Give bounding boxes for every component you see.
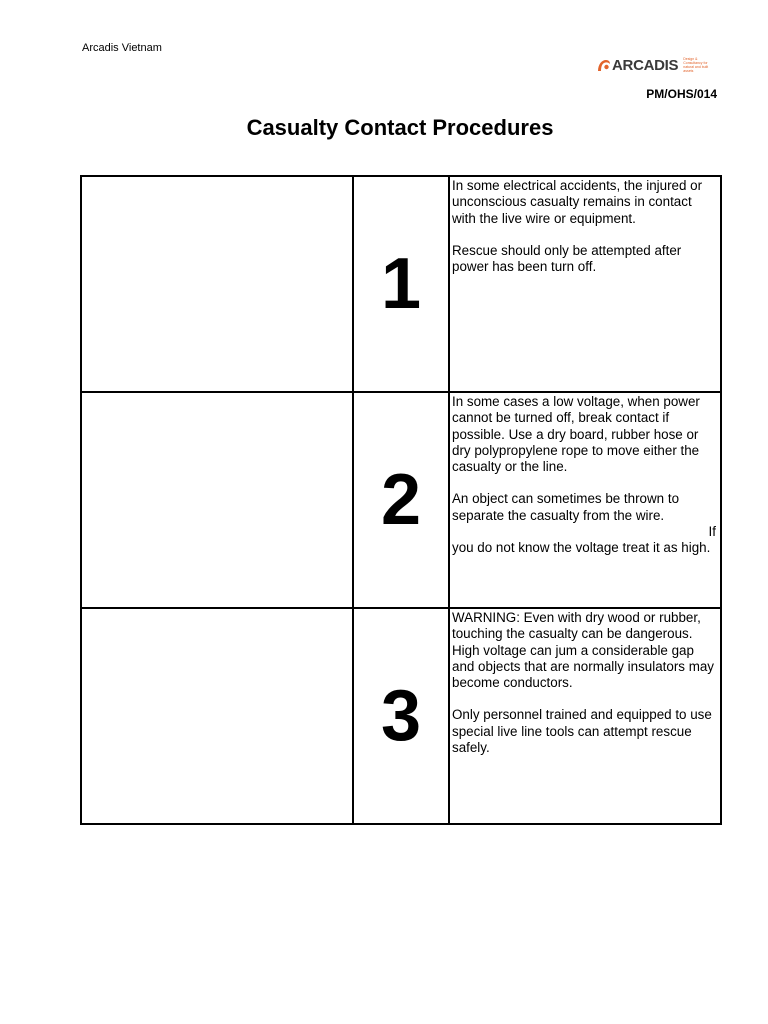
paragraph: Only personnel trained and equipped to use special live line tools can attempt rescue safely. — [452, 707, 712, 756]
paragraph-fragment: If — [708, 524, 716, 540]
step-number: 1 — [353, 176, 449, 392]
table-row — [81, 176, 721, 392]
logo-tagline: Design & Consultancy for natural and built assets — [683, 57, 709, 73]
image-placeholder-cell — [81, 176, 353, 392]
image-placeholder-cell — [81, 392, 353, 608]
page-title: Casualty Contact Procedures — [246, 115, 554, 140]
table-row — [81, 608, 721, 824]
arcadis-logo — [597, 56, 717, 74]
paragraph: In some electrical accidents, the injured or unconscious casualty remains in contact with the live wire or equipment. — [452, 178, 703, 226]
paragraph: Rescue should only be attempted after power has been turn off. — [452, 242, 682, 275]
step-number: 3 — [353, 608, 449, 824]
arcadis-logo-icon — [597, 58, 611, 72]
document-code: PM/OHS/014 — [646, 87, 717, 101]
image-placeholder-cell — [81, 608, 353, 824]
paragraph-fragment: you do not know the voltage treat it as high. — [452, 540, 711, 556]
logo-wordmark: ARCADIS — [612, 56, 679, 74]
step-description — [449, 176, 721, 392]
step-description — [449, 608, 721, 824]
table-row — [81, 392, 721, 608]
paragraph: An object can sometimes be thrown to separate the casualty from the wire. — [452, 491, 680, 523]
step-description — [449, 392, 721, 608]
procedures-table — [80, 175, 722, 825]
paragraph: In some cases a low voltage, when power cannot be turned off, break contact if possible. Use a dry board, rubber hose or dry polypropylene rope to move either the casualty or the line. — [452, 394, 700, 475]
paragraph: WARNING: Even with dry wood or rubber, touching the casualty can be dangerous. High voltage can jum a considerable gap and objects that are normally insulators may become conductors. — [452, 610, 714, 691]
step-number: 2 — [353, 392, 449, 608]
company-name: Arcadis Vietnam — [82, 42, 162, 54]
